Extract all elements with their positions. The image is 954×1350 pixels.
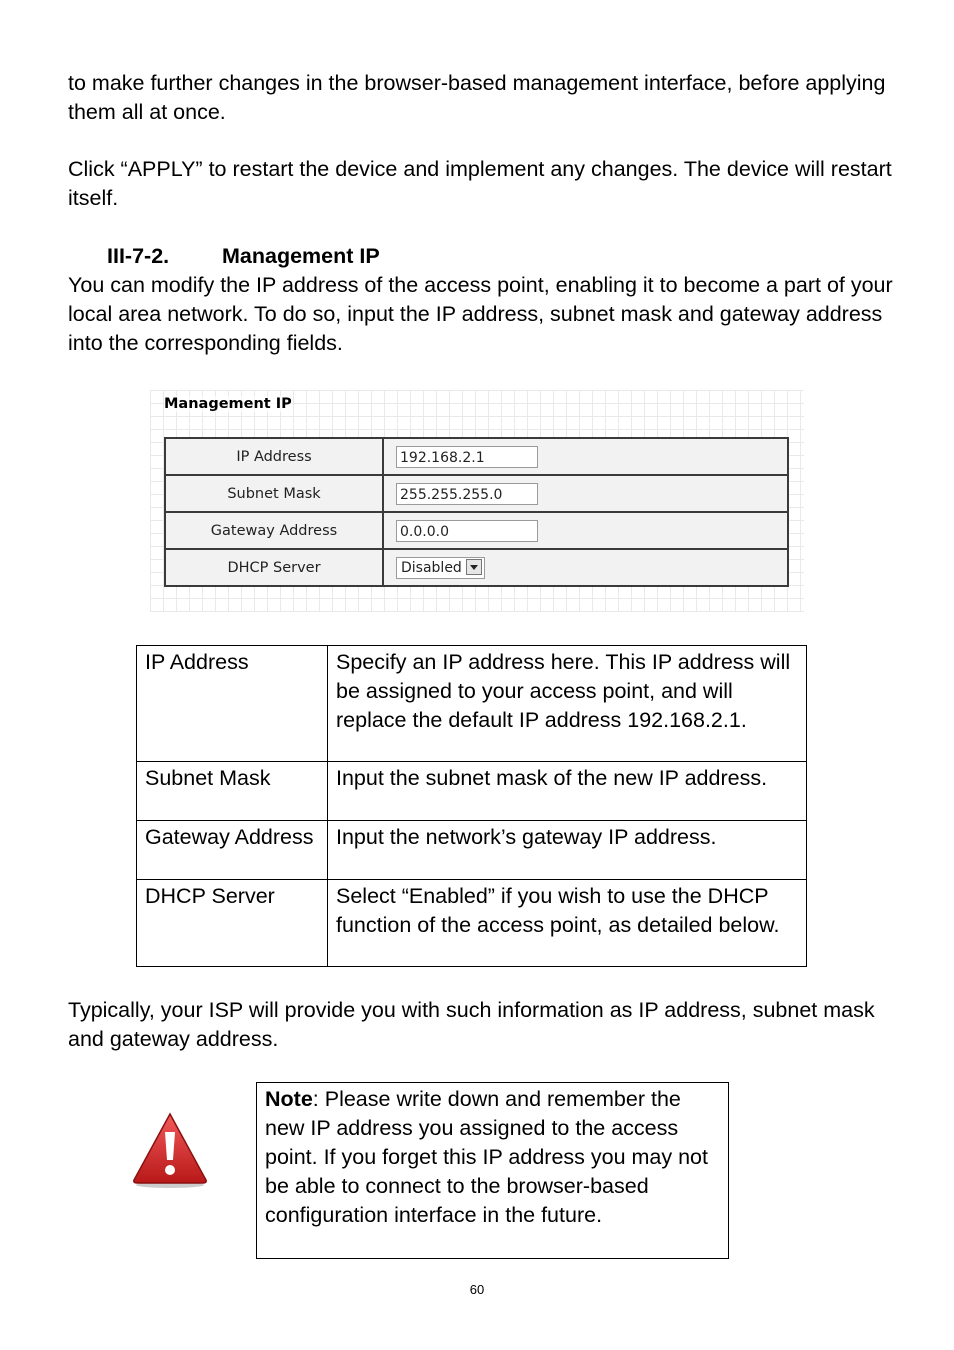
gateway-address-input[interactable]: 0.0.0.0 <box>396 520 538 542</box>
gateway-address-label: Gateway Address <box>165 512 383 549</box>
subnet-mask-input[interactable]: 255.255.255.0 <box>396 483 538 505</box>
term-cell: Subnet Mask <box>137 762 328 821</box>
term-cell: DHCP Server <box>137 880 328 967</box>
table-row <box>137 821 807 880</box>
form-row-ip <box>165 438 788 475</box>
isp-paragraph: Typically, your ISP will provide you with such information as IP address, subnet mask and gateway address. <box>68 998 875 1051</box>
form-row-gateway <box>165 512 788 549</box>
term-cell: Gateway Address <box>137 821 328 880</box>
table-row <box>137 762 807 821</box>
dhcp-server-select[interactable] <box>396 557 485 579</box>
note-text: : Please write down and remember the new IP address you assigned to the access point. If you forget this IP address you may not be able to connect to the browser-based configuration interface in the future. <box>265 1087 708 1227</box>
table-row <box>137 646 807 762</box>
description-cell: Input the network’s gateway IP address. <box>328 821 807 880</box>
subnet-mask-label: Subnet Mask <box>165 475 383 512</box>
section-number: III-7-2. <box>107 244 170 268</box>
chevron-down-icon[interactable] <box>466 559 482 575</box>
intro-paragraph-1: to make further changes in the browser-based management interface, before applying them all at once. <box>68 71 886 124</box>
ip-address-label: IP Address <box>165 438 383 475</box>
description-cell: Select “Enabled” if you wish to use the DHCP function of the access point, as detailed below. <box>328 880 807 967</box>
description-table <box>136 645 807 967</box>
term-cell: IP Address <box>137 646 328 762</box>
ip-address-input[interactable]: 192.168.2.1 <box>396 446 538 468</box>
dhcp-server-label: DHCP Server <box>165 549 383 586</box>
description-cell: Input the subnet mask of the new IP address. <box>328 762 807 821</box>
management-ip-form <box>164 437 789 587</box>
dhcp-server-value: Disabled <box>401 559 462 576</box>
form-row-subnet <box>165 475 788 512</box>
panel-title: Management IP <box>164 396 292 412</box>
page-number: 60 <box>469 1282 485 1297</box>
description-cell: Specify an IP address here. This IP address will be assigned to your access point, and will replace the default IP address 192.168.2.1. <box>328 646 807 762</box>
table-row <box>137 880 807 967</box>
note-label: Note <box>265 1087 313 1111</box>
section-body: You can modify the IP address of the access point, enabling it to become a part of your local area network. To do so, input the IP address, subnet mask and gateway address into the corresponding fields. <box>68 273 893 355</box>
section-title: Management IP <box>222 244 380 268</box>
note-box <box>256 1082 729 1259</box>
section-heading <box>107 242 380 271</box>
form-row-dhcp <box>165 549 788 586</box>
management-ip-screenshot <box>150 390 804 612</box>
warning-icon <box>130 1110 210 1190</box>
intro-paragraph-2: Click “APPLY” to restart the device and implement any changes. The device will restart itself. <box>68 157 892 210</box>
